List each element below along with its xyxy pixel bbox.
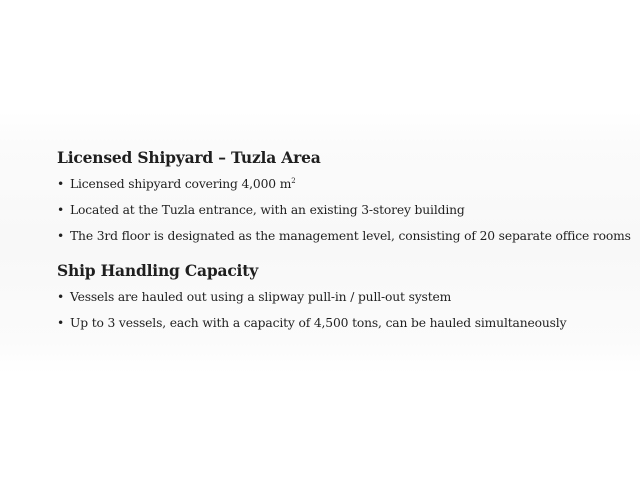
bullet-icon: • — [57, 290, 65, 304]
list-item-text: Up to 3 vessels, each with a capacity of 4,500 tons, can be hauled simultaneously — [70, 316, 567, 330]
section-heading: Ship Handling Capacity — [57, 261, 259, 280]
section-ship-handling — [57, 259, 632, 331]
section-licensed-shipyard — [57, 146, 632, 244]
bullet-icon: • — [57, 316, 65, 330]
bullet-icon: • — [57, 203, 65, 217]
list-item-text: Located at the Tuzla entrance, with an existing 3-storey building — [70, 203, 465, 217]
document-body — [57, 146, 632, 341]
bullet-icon: • — [57, 177, 65, 191]
section-heading: Licensed Shipyard – Tuzla Area — [57, 148, 321, 167]
list-item — [57, 202, 632, 218]
bullet-list — [57, 289, 632, 331]
bullet-list — [57, 176, 632, 244]
list-item — [57, 176, 632, 192]
list-item — [57, 315, 632, 331]
bullet-icon: • — [57, 229, 65, 243]
list-item-text: Licensed shipyard covering 4,000 m — [70, 177, 292, 191]
list-item — [57, 289, 632, 305]
superscript: 2 — [291, 177, 296, 185]
list-item-text: Vessels are hauled out using a slipway pull-in / pull-out system — [70, 290, 452, 304]
list-item-text: The 3rd floor is designated as the management level, consisting of 20 separate office rooms — [70, 229, 631, 243]
list-item — [57, 228, 632, 244]
